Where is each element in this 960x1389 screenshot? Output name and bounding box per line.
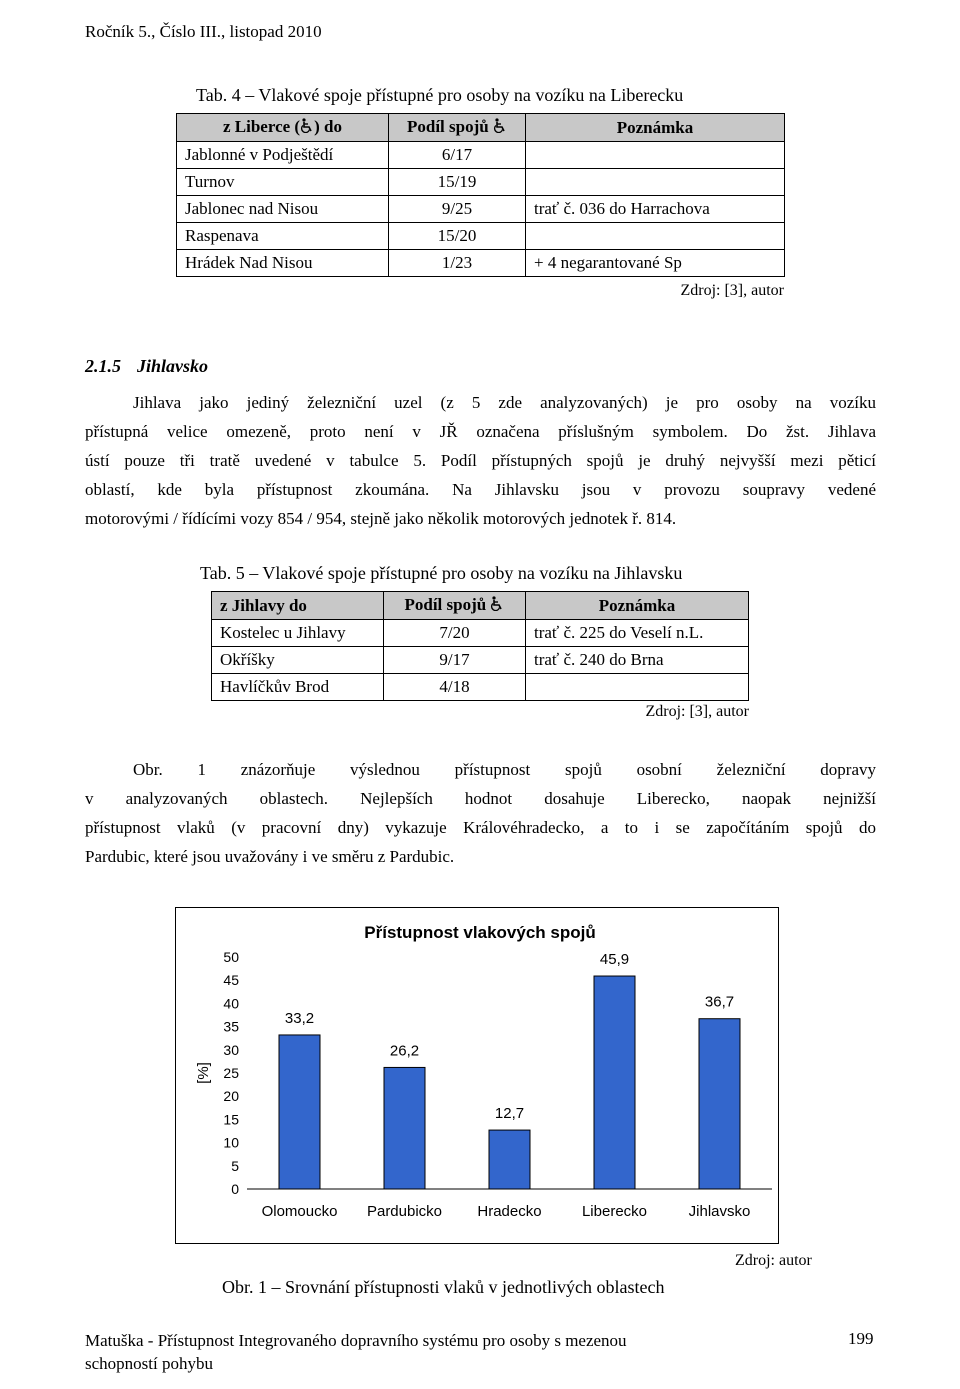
section-heading: 2.1.5 Jihlavsko <box>85 356 209 376</box>
footer-author: Matuška - Přístupnost Integrovaného dopravního systému pro osoby s mezenou schopností pohybu <box>85 1331 627 1373</box>
table-row: Turnov 15/19 <box>177 169 785 196</box>
table4-source: Zdroj: [3], autor <box>680 282 784 299</box>
table-header-share: Podíl spojů <box>384 592 526 620</box>
chart-y-tick-label: 5 <box>231 1157 239 1174</box>
table-row: Jablonné v Podještědí 6/17 <box>177 142 785 169</box>
chart-y-tick-label: 25 <box>223 1065 239 1081</box>
wheelchair-icon <box>300 118 314 138</box>
table-row: Havlíčkův Brod 4/18 <box>212 674 749 701</box>
wheelchair-icon <box>490 596 504 616</box>
chart-x-tick-label: Pardubicko <box>366 1203 443 1220</box>
chart-x-tick-label: Liberecko <box>581 1203 648 1220</box>
wheelchair-icon <box>493 118 507 138</box>
chart-x-tick-label: Hradecko <box>477 1203 542 1220</box>
page-number: 199 <box>848 1329 874 1348</box>
figure-source: Zdroj: autor <box>735 1252 812 1269</box>
paragraph-jihlavsko: Jihlava jako jediný železniční uzel (z 5 zde analyzovaných) je pro osoby na vozíku přístupná velice omezeně, proto není v JŘ označena příslušným symbolem. Do žst. Jihlava ústí pouze tři tratě uvedené v tabulce 5. Podíl přístupných spojů je druhý nejvyšší mezi pěticí oblastí, kde byla přístupnost zkoumána. Na Jihlavsku jsou v provozu soupravy vedené motorovými / řídícími vozy 854 / 954, stejně jako několik motorových jednotek ř. 814. <box>85 393 876 528</box>
table-header-note: Poznámka <box>526 114 785 142</box>
table4 <box>176 113 785 277</box>
chart-frame <box>175 907 779 1244</box>
table-header-from: z Liberce ( ) do <box>177 114 389 142</box>
chart-data-label: 33,2 <box>284 1009 315 1027</box>
chart-data-label: 12,7 <box>494 1105 525 1123</box>
figure-caption: Obr. 1 – Srovnání přístupnosti vlaků v jednotlivých oblastech <box>222 1277 665 1297</box>
chart-bar <box>384 1067 425 1189</box>
table-row: Hrádek Nad Nisou 1/23 + 4 negarantované Sp <box>177 250 785 277</box>
table5-source: Zdroj: [3], autor <box>645 703 749 720</box>
chart-y-tick-label: 15 <box>223 1111 239 1128</box>
chart-y-tick-label: 0 <box>231 1181 239 1197</box>
chart-data-label: 45,9 <box>599 951 630 969</box>
chart-x-tick-label: Jihlavsko <box>688 1203 751 1220</box>
chart-y-tick-label: 10 <box>223 1134 239 1151</box>
paragraph-comparison: Obr. 1 znázorňuje výslednou přístupnost spojů osobní železniční dopravy v analyzovaných oblastech. Nejlepších hodnot dosahuje Liberecko, naopak nejnižší přístupnost vlaků (v pracovní dny) vykazuje Královéhradecko, a to i se započítáním spojů do Pardubic, které jsou uvažovány i ve směru z Pardubic. <box>85 760 876 866</box>
running-header: Ročník 5., Číslo III., listopad 2010 <box>85 22 322 41</box>
table-header-row <box>212 592 749 620</box>
chart-data-label: 26,2 <box>389 1042 420 1060</box>
table-row: Kostelec u Jihlavy 7/20 trať č. 225 do Veselí n.L. <box>212 620 749 647</box>
chart-x-tick-label: Olomoucko <box>261 1203 338 1220</box>
chart-bar <box>594 976 635 1189</box>
table5-caption: Tab. 5 – Vlakové spoje přístupné pro osoby na vozíku na Jihlavsku <box>200 563 683 583</box>
chart-y-tick-label: 30 <box>223 1041 239 1058</box>
chart-bar <box>699 1019 740 1189</box>
chart-data-label: 36,7 <box>704 993 735 1011</box>
chart-y-tick-label: 40 <box>223 995 239 1012</box>
chart-y-tick-label: 35 <box>223 1018 239 1035</box>
chart-y-tick-label: 20 <box>223 1088 239 1105</box>
table-header-share: Podíl spojů <box>389 114 526 142</box>
chart-title: Přístupnost vlakových spojů <box>364 923 596 942</box>
accessibility-bar-chart <box>176 908 778 1243</box>
chart-y-axis-label: [%] <box>195 1062 212 1084</box>
table-row: Jablonec nad Nisou 9/25 trať č. 036 do Harrachova <box>177 196 785 223</box>
table5 <box>211 591 749 701</box>
chart-bar <box>489 1130 530 1189</box>
table-header-note: Poznámka <box>526 592 749 620</box>
table-header-row <box>177 114 785 142</box>
table-header-from: z Jihlavy do <box>212 592 384 620</box>
table4-caption: Tab. 4 – Vlakové spoje přístupné pro osoby na vozíku na Liberecku <box>196 85 684 105</box>
table-row: Raspenava 15/20 <box>177 223 785 250</box>
chart-y-tick-label: 45 <box>223 972 239 989</box>
chart-bar <box>279 1035 320 1189</box>
chart-y-tick-label: 50 <box>223 949 239 965</box>
table-row: Okříšky 9/17 trať č. 240 do Brna <box>212 647 749 674</box>
